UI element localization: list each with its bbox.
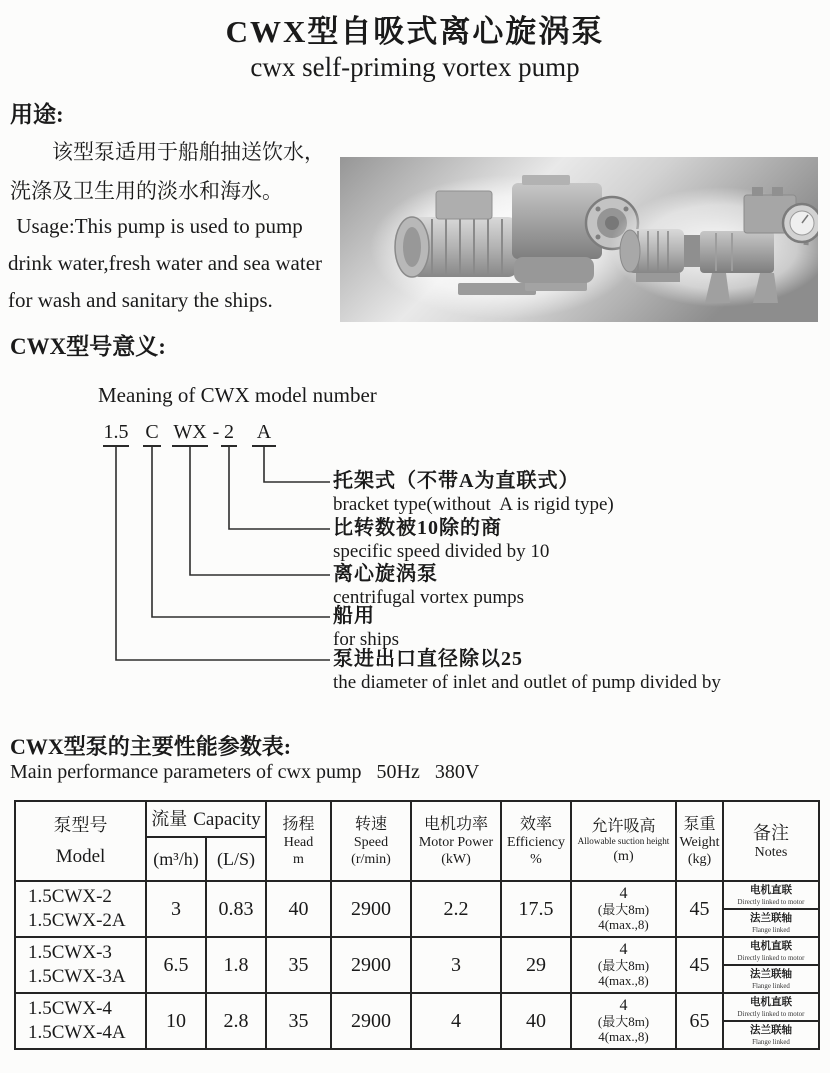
note-cn: 电机直联 (750, 940, 792, 952)
model-code-part: 1.5 (103, 421, 129, 447)
note-cell (723, 881, 819, 909)
col-header-model-cn: 泵型号 (53, 815, 108, 835)
col-header-efficiency-unit: % (530, 851, 542, 867)
diagram-label (333, 603, 813, 651)
speed-cell: 2900 (331, 993, 411, 1049)
diagram-label-en: for ships (333, 629, 399, 650)
diagram-label-cn: 托架式（不带A为直联式） (333, 470, 580, 492)
note-cell (723, 965, 819, 993)
col-header-motor-power-cn: 电机功率 (423, 815, 488, 833)
col-header-head-cn: 扬程 (282, 815, 315, 833)
col-header-capacity-ls: (L/S) (206, 837, 266, 881)
note-cn: 法兰联轴 (750, 968, 792, 980)
model-cell (15, 993, 146, 1049)
head-cell: 35 (266, 937, 331, 993)
pump-photo-left (370, 175, 640, 319)
note-cell (723, 1021, 819, 1049)
col-header-efficiency (501, 801, 571, 881)
weight-cell: 65 (676, 993, 723, 1049)
weight-cell: 45 (676, 881, 723, 937)
efficiency-cell: 17.5 (501, 881, 571, 937)
note-cell (723, 909, 819, 937)
model-code-part: WX (172, 421, 208, 447)
usage-paragraph-cn: 该型泵适用于船舶抽送饮水，洗涤及卫生用的淡水和海水。 (10, 140, 325, 203)
model-cell (15, 937, 146, 993)
note-cn: 电机直联 (750, 996, 792, 1008)
col-header-weight-cn: 泵重 (683, 815, 716, 833)
capacity-m3h-cell: 6.5 (146, 937, 206, 993)
col-header-head-en: Head (283, 834, 314, 850)
note-cell (723, 937, 819, 965)
table-row (15, 993, 819, 1021)
model-meaning-heading: CWX型号意义: (10, 334, 166, 359)
col-header-model-en: Model (55, 846, 106, 867)
diagram-label (333, 515, 813, 563)
suction-line: 4 (619, 941, 628, 958)
col-header-suction-cn: 允许吸高 (591, 818, 656, 835)
parameters-heading-en: Main performance parameters of cwx pump 50Hz 380V (10, 761, 480, 783)
col-header-notes-en: Notes (754, 844, 788, 860)
suction-line: 4(max.,8) (598, 973, 649, 988)
diagram-label (333, 468, 813, 516)
suction-line: 4 (619, 997, 628, 1014)
speed-cell: 2900 (331, 937, 411, 993)
motor-power-cell: 3 (411, 937, 501, 993)
diagram-label-en: bracket type(without A is rigid type) (333, 494, 614, 515)
note-en: Flange linked (752, 980, 790, 990)
params-table (14, 800, 820, 1050)
product-photo (340, 157, 818, 322)
product-photo-graphic (340, 157, 818, 322)
diagram-label-cn: 离心旋涡泵 (333, 563, 438, 585)
capacity-m3h-cell: 3 (146, 881, 206, 937)
suction-line: 4 (619, 885, 628, 902)
efficiency-cell: 40 (501, 993, 571, 1049)
params-table-header (15, 801, 819, 881)
table-row (15, 881, 819, 909)
capacity-ls-cell: 0.83 (206, 881, 266, 937)
model-name: 1.5CWX-3A (28, 966, 126, 987)
head-cell: 40 (266, 881, 331, 937)
note-en: Directly linked to motor (737, 896, 805, 906)
col-header-efficiency-cn: 效率 (519, 815, 552, 833)
col-header-motor-power (411, 801, 501, 881)
col-header-speed-cn: 转速 (354, 815, 387, 833)
note-cn: 法兰联轴 (750, 912, 792, 924)
capacity-ls-cell: 2.8 (206, 993, 266, 1049)
efficiency-cell: 29 (501, 937, 571, 993)
usage-heading: 用途: (10, 102, 64, 127)
suction-line: (最大8m) (597, 958, 650, 973)
col-header-head (266, 801, 331, 881)
col-header-speed-en: Speed (353, 834, 389, 850)
col-header-weight-unit: (kg) (687, 851, 712, 867)
col-header-capacity-m3h: (m³/h) (146, 837, 206, 881)
params-table-body (15, 881, 819, 1049)
model-name: 1.5CWX-4A (28, 1022, 126, 1043)
title-block (0, 14, 830, 83)
model-name: 1.5CWX-3 (28, 942, 112, 963)
col-header-motor-power-unit: (kW) (441, 851, 471, 867)
col-header-speed-unit: (r/min) (351, 851, 391, 867)
model-name: 1.5CWX-2A (28, 910, 126, 931)
head-cell: 35 (266, 993, 331, 1049)
col-header-capacity-en: Capacity (193, 808, 261, 830)
usage-paragraph-en: Usage:This pump is used to pump drink water,fresh water and sea water for wash and sanitary the ships. (8, 214, 323, 312)
col-header-model (15, 801, 146, 881)
suction-line: (最大8m) (597, 1014, 650, 1029)
col-header-suction-unit: (m) (613, 849, 634, 864)
diagram-label-cn: 泵进出口直径除以25 (333, 648, 523, 670)
capacity-m3h-cell: 10 (146, 993, 206, 1049)
model-code-part: C (143, 421, 161, 447)
suction-line: 4(max.,8) (598, 917, 649, 932)
col-header-notes-cn: 备注 (753, 822, 789, 843)
diagram-title: Meaning of CWX model number (98, 383, 377, 407)
col-header-weight (676, 801, 723, 881)
motor-power-cell: 4 (411, 993, 501, 1049)
diagram-label-cn: 比转数被10除的商 (333, 517, 502, 539)
note-en: Flange linked (752, 1036, 790, 1046)
model-code-part: A (252, 421, 276, 447)
col-header-head-unit: m (293, 851, 304, 867)
note-en: Directly linked to motor (737, 952, 805, 962)
table-header-row (15, 801, 819, 837)
model-code-part: - (212, 421, 220, 443)
diagram-label-en: centrifugal vortex pumps (333, 587, 525, 608)
diagram-label (333, 561, 813, 609)
note-cell (723, 993, 819, 1021)
col-header-capacity-cn: 流量 (151, 808, 188, 829)
page-title-en: cwx self-priming vortex pump (250, 52, 580, 82)
diagram-label-en: the diameter of inlet and outlet of pump divided by (333, 672, 721, 693)
parameters-heading-cn: CWX型泵的主要性能参数表: (10, 734, 292, 759)
diagram-label-cn: 船用 (333, 605, 375, 627)
diagram-connector-line (190, 447, 330, 575)
model-number-diagram (0, 383, 830, 703)
suction-cell (571, 937, 676, 993)
note-cn: 电机直联 (750, 884, 792, 896)
note-en: Directly linked to motor (737, 1008, 805, 1018)
speed-cell: 2900 (331, 881, 411, 937)
capacity-ls-cell: 1.8 (206, 937, 266, 993)
note-cn: 法兰联轴 (750, 1024, 792, 1036)
suction-cell (571, 993, 676, 1049)
model-name: 1.5CWX-2 (28, 886, 112, 907)
model-name: 1.5CWX-4 (28, 998, 112, 1019)
diagram-connector-line (264, 447, 330, 482)
suction-line: 4(max.,8) (598, 1029, 649, 1044)
suction-cell (571, 881, 676, 937)
diagram-label-en: specific speed divided by 10 (333, 541, 550, 562)
col-header-efficiency-en: Efficiency (506, 834, 566, 850)
diagram-connector-line (116, 447, 330, 660)
note-en: Flange linked (752, 924, 790, 934)
weight-cell: 45 (676, 937, 723, 993)
diagram-connector-line (229, 447, 330, 529)
motor-power-cell: 2.2 (411, 881, 501, 937)
model-code-part: 2 (221, 421, 237, 447)
col-header-suction-en: Allowable suction height (577, 837, 670, 847)
page-title-cn: CWX型自吸式离心旋涡泵 (225, 14, 605, 49)
col-header-weight-en: Weight (679, 834, 720, 850)
table-row (15, 937, 819, 965)
col-header-suction (571, 801, 676, 881)
col-header-capacity (146, 801, 266, 837)
col-header-motor-power-en: Motor Power (418, 834, 494, 850)
model-cell (15, 881, 146, 937)
diagram-label (333, 646, 813, 694)
col-header-speed (331, 801, 411, 881)
suction-line: (最大8m) (597, 902, 650, 917)
col-header-notes (723, 801, 819, 881)
diagram-connector-line (152, 447, 330, 617)
